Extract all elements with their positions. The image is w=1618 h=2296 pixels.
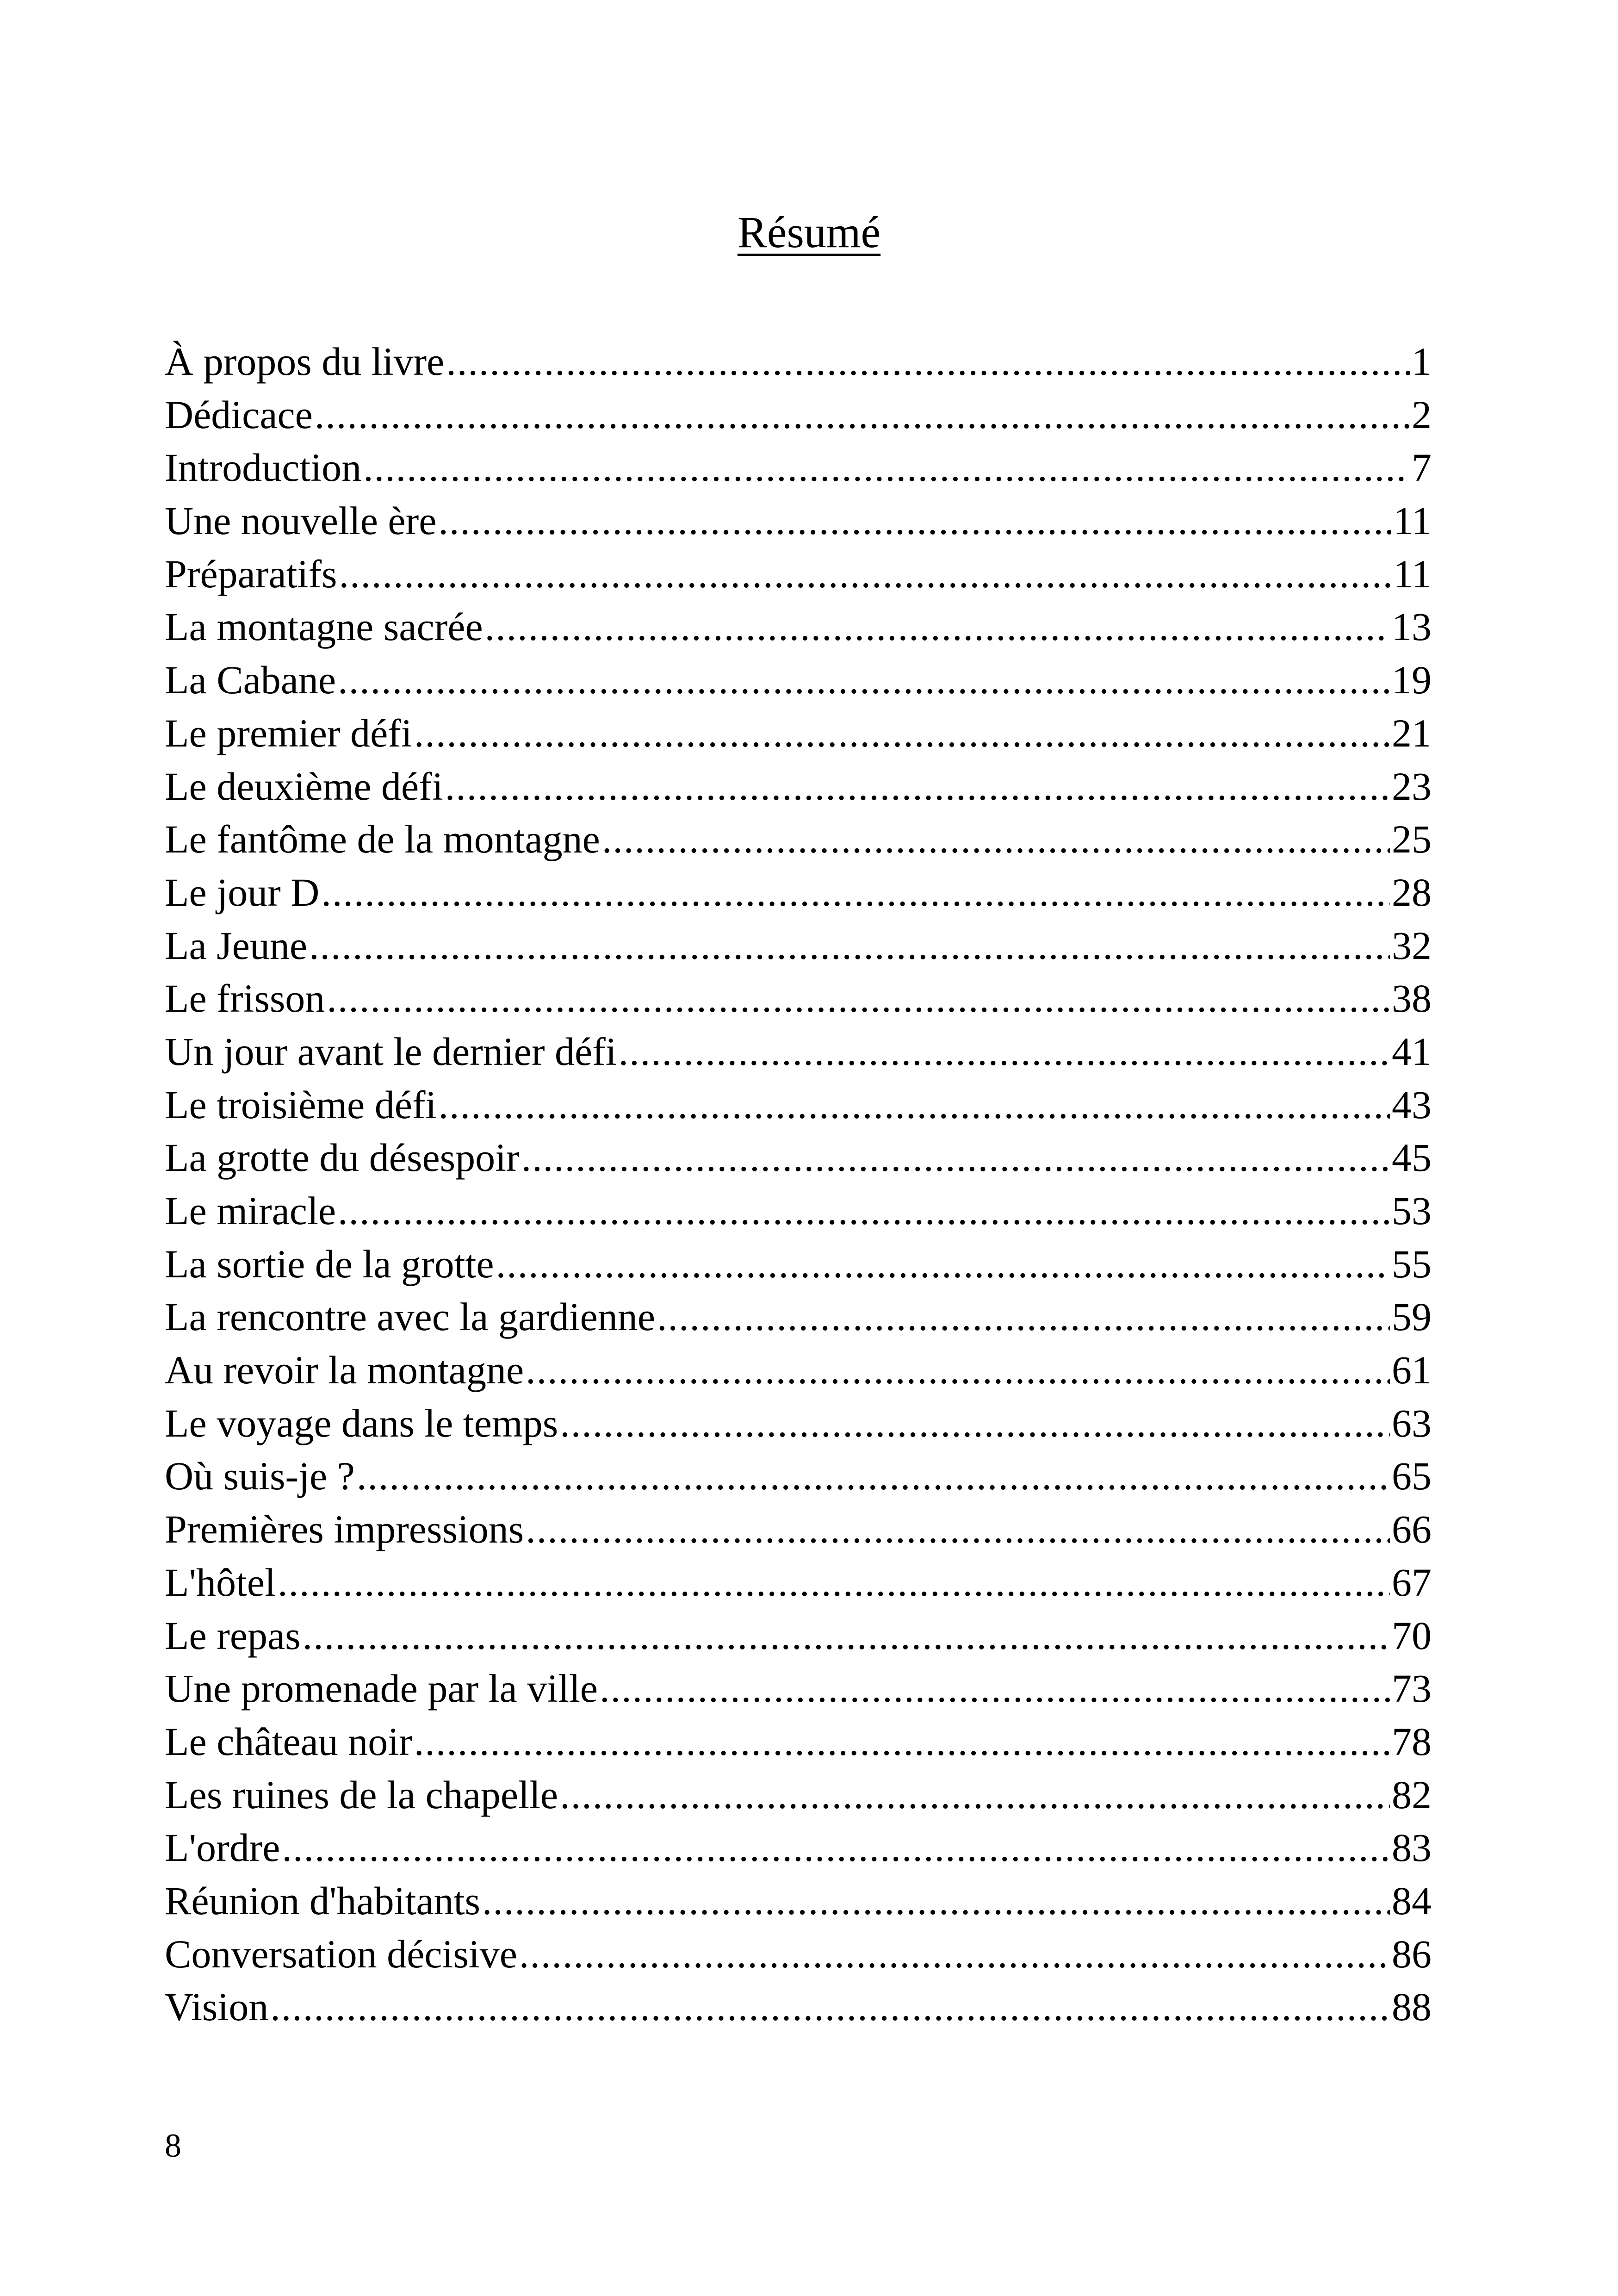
toc-entry-page: 66 <box>1392 1507 1432 1552</box>
toc-entry-label: Le premier défi <box>165 710 412 755</box>
toc-entry-label: La grotte du désespoir <box>165 1135 520 1180</box>
toc-entry-label: Au revoir la montagne <box>165 1348 524 1393</box>
toc-entry-label: Les ruines de la chapelle <box>165 1772 558 1817</box>
toc-dot-leader <box>438 1078 1390 1132</box>
toc-entry-page: 38 <box>1392 976 1432 1021</box>
toc-entry-page: 59 <box>1392 1294 1432 1339</box>
toc-entry <box>165 760 1432 813</box>
toc-entry <box>165 1821 1432 1874</box>
toc-dot-leader <box>560 1768 1390 1822</box>
toc-entry-label: La Jeune <box>165 923 308 968</box>
toc-dot-leader <box>414 1715 1390 1768</box>
toc-entry <box>165 1131 1432 1184</box>
toc-dot-leader <box>278 1556 1390 1609</box>
toc-dot-leader <box>363 441 1410 494</box>
toc-entry-page: 70 <box>1392 1613 1432 1658</box>
toc-entry-label: Le jour D <box>165 870 320 915</box>
toc-entry-label: Le frisson <box>165 976 325 1021</box>
toc-entry <box>165 1928 1432 1981</box>
toc-dot-leader <box>315 388 1410 442</box>
toc-dot-leader <box>357 1450 1390 1503</box>
toc-entry <box>165 1609 1432 1662</box>
toc-dot-leader <box>270 1980 1390 2034</box>
toc-entry-page: 11 <box>1393 498 1432 543</box>
toc-entry <box>165 548 1432 601</box>
toc-entry-label: La sortie de la grotte <box>165 1241 494 1286</box>
toc-dot-leader <box>309 919 1390 972</box>
toc-dot-leader <box>526 1503 1390 1556</box>
page-number: 8 <box>165 2127 181 2164</box>
toc-entry-label: À propos du livre <box>165 339 445 384</box>
toc-entry <box>165 972 1432 1025</box>
toc-entry-label: Le miracle <box>165 1188 336 1233</box>
toc-entry-label: Le fantôme de la montagne <box>165 817 600 862</box>
toc-entry-page: 25 <box>1392 817 1432 862</box>
page-title-text: Résumé <box>737 207 881 257</box>
toc-entry <box>165 1662 1432 1715</box>
toc-entry-label: Vision <box>165 1985 269 2029</box>
toc-entry <box>165 1344 1432 1397</box>
toc-entry-label: Le repas <box>165 1613 301 1658</box>
toc-entry-label: Introduction <box>165 445 362 490</box>
toc-entry <box>165 1503 1432 1556</box>
toc-entry-label: La montagne sacrée <box>165 604 483 649</box>
toc-entry-page: 61 <box>1392 1348 1432 1393</box>
toc-entry-page: 2 <box>1412 392 1432 437</box>
toc-dot-leader <box>482 1874 1390 1928</box>
toc-entry-label: Le château noir <box>165 1719 412 1764</box>
toc-entry <box>165 1980 1432 2034</box>
toc-dot-leader <box>338 653 1390 707</box>
page-title <box>0 200 1618 265</box>
toc-entry-page: 84 <box>1392 1878 1432 1923</box>
toc-dot-leader <box>619 1025 1390 1078</box>
toc-entry-page: 67 <box>1392 1560 1432 1605</box>
toc-dot-leader <box>339 548 1392 601</box>
toc-entry <box>165 866 1432 919</box>
toc-entry-page: 41 <box>1392 1029 1432 1074</box>
toc-entry-label: L'ordre <box>165 1825 280 1870</box>
toc-entry-page: 55 <box>1392 1241 1432 1286</box>
toc-entry-label: Réunion d'habitants <box>165 1878 480 1923</box>
toc-entry-page: 45 <box>1392 1135 1432 1180</box>
toc-entry-label: La rencontre avec la gardienne <box>165 1294 656 1339</box>
toc-entry <box>165 494 1432 548</box>
toc-entry-label: Où suis-je ? <box>165 1454 355 1499</box>
toc-dot-leader <box>519 1928 1390 1981</box>
toc-dot-leader <box>526 1344 1390 1397</box>
toc-entry-label: Le troisième défi <box>165 1082 437 1127</box>
toc-entry-page: 1 <box>1412 339 1432 384</box>
toc-dot-leader <box>521 1131 1390 1184</box>
toc-entry-label: Dédicace <box>165 392 313 437</box>
toc-dot-leader <box>282 1821 1390 1874</box>
toc-entry <box>165 813 1432 866</box>
toc-dot-leader <box>657 1290 1390 1344</box>
toc-dot-leader <box>600 1662 1390 1715</box>
toc-dot-leader <box>445 760 1390 813</box>
toc-dot-leader <box>496 1238 1390 1291</box>
toc-entry <box>165 600 1432 653</box>
toc-entry <box>165 1768 1432 1822</box>
toc-entry-label: Un jour avant le dernier défi <box>165 1029 617 1074</box>
toc-entry <box>165 707 1432 760</box>
toc-entry <box>165 335 1432 388</box>
toc-dot-leader <box>560 1397 1390 1450</box>
toc-entry-page: 86 <box>1392 1931 1432 1976</box>
toc-entry <box>165 1556 1432 1609</box>
toc-entry <box>165 1874 1432 1928</box>
toc-entry-label: Premières impressions <box>165 1507 524 1552</box>
toc-entry-label: Le deuxième défi <box>165 764 443 809</box>
toc-entry <box>165 441 1432 494</box>
toc-entry-page: 21 <box>1392 710 1432 755</box>
toc-entry-page: 28 <box>1392 870 1432 915</box>
toc-entry <box>165 653 1432 707</box>
toc-entry-page: 7 <box>1412 445 1432 490</box>
toc-dot-leader <box>485 600 1390 653</box>
toc-dot-leader <box>327 972 1390 1025</box>
toc-entry <box>165 388 1432 442</box>
toc-entry-page: 82 <box>1392 1772 1432 1817</box>
toc-entry <box>165 919 1432 972</box>
toc-entry-label: La Cabane <box>165 658 336 703</box>
toc-entry-page: 78 <box>1392 1719 1432 1764</box>
toc-dot-leader <box>438 494 1391 548</box>
toc-dot-leader <box>303 1609 1390 1662</box>
toc-entry-label: Une promenade par la ville <box>165 1666 598 1711</box>
toc-entry <box>165 1715 1432 1768</box>
toc-entry-page: 65 <box>1392 1454 1432 1499</box>
toc-entry <box>165 1184 1432 1238</box>
toc-entry-page: 63 <box>1392 1400 1432 1445</box>
toc-entry-label: Une nouvelle ère <box>165 498 437 543</box>
toc-entry-label: Préparatifs <box>165 551 337 596</box>
table-of-contents <box>165 335 1432 2034</box>
toc-entry-page: 19 <box>1392 658 1432 703</box>
toc-dot-leader <box>414 707 1390 760</box>
toc-entry-page: 43 <box>1392 1082 1432 1127</box>
toc-entry <box>165 1025 1432 1078</box>
toc-entry-page: 23 <box>1392 764 1432 809</box>
toc-entry-page: 83 <box>1392 1825 1432 1870</box>
toc-entry-label: Conversation décisive <box>165 1931 517 1976</box>
toc-entry <box>165 1450 1432 1503</box>
toc-entry <box>165 1238 1432 1291</box>
toc-entry-label: Le voyage dans le temps <box>165 1400 558 1445</box>
toc-entry-label: L'hôtel <box>165 1560 276 1605</box>
toc-entry-page: 53 <box>1392 1188 1432 1233</box>
toc-entry-page: 32 <box>1392 923 1432 968</box>
toc-entry-page: 11 <box>1393 551 1432 596</box>
toc-entry-page: 13 <box>1392 604 1432 649</box>
toc-entry <box>165 1397 1432 1450</box>
toc-dot-leader <box>602 813 1390 866</box>
toc-entry-page: 88 <box>1392 1985 1432 2029</box>
toc-dot-leader <box>338 1184 1390 1238</box>
toc-entry-page: 73 <box>1392 1666 1432 1711</box>
toc-entry <box>165 1290 1432 1344</box>
toc-dot-leader <box>321 866 1390 919</box>
toc-entry <box>165 1078 1432 1132</box>
toc-dot-leader <box>446 335 1410 388</box>
